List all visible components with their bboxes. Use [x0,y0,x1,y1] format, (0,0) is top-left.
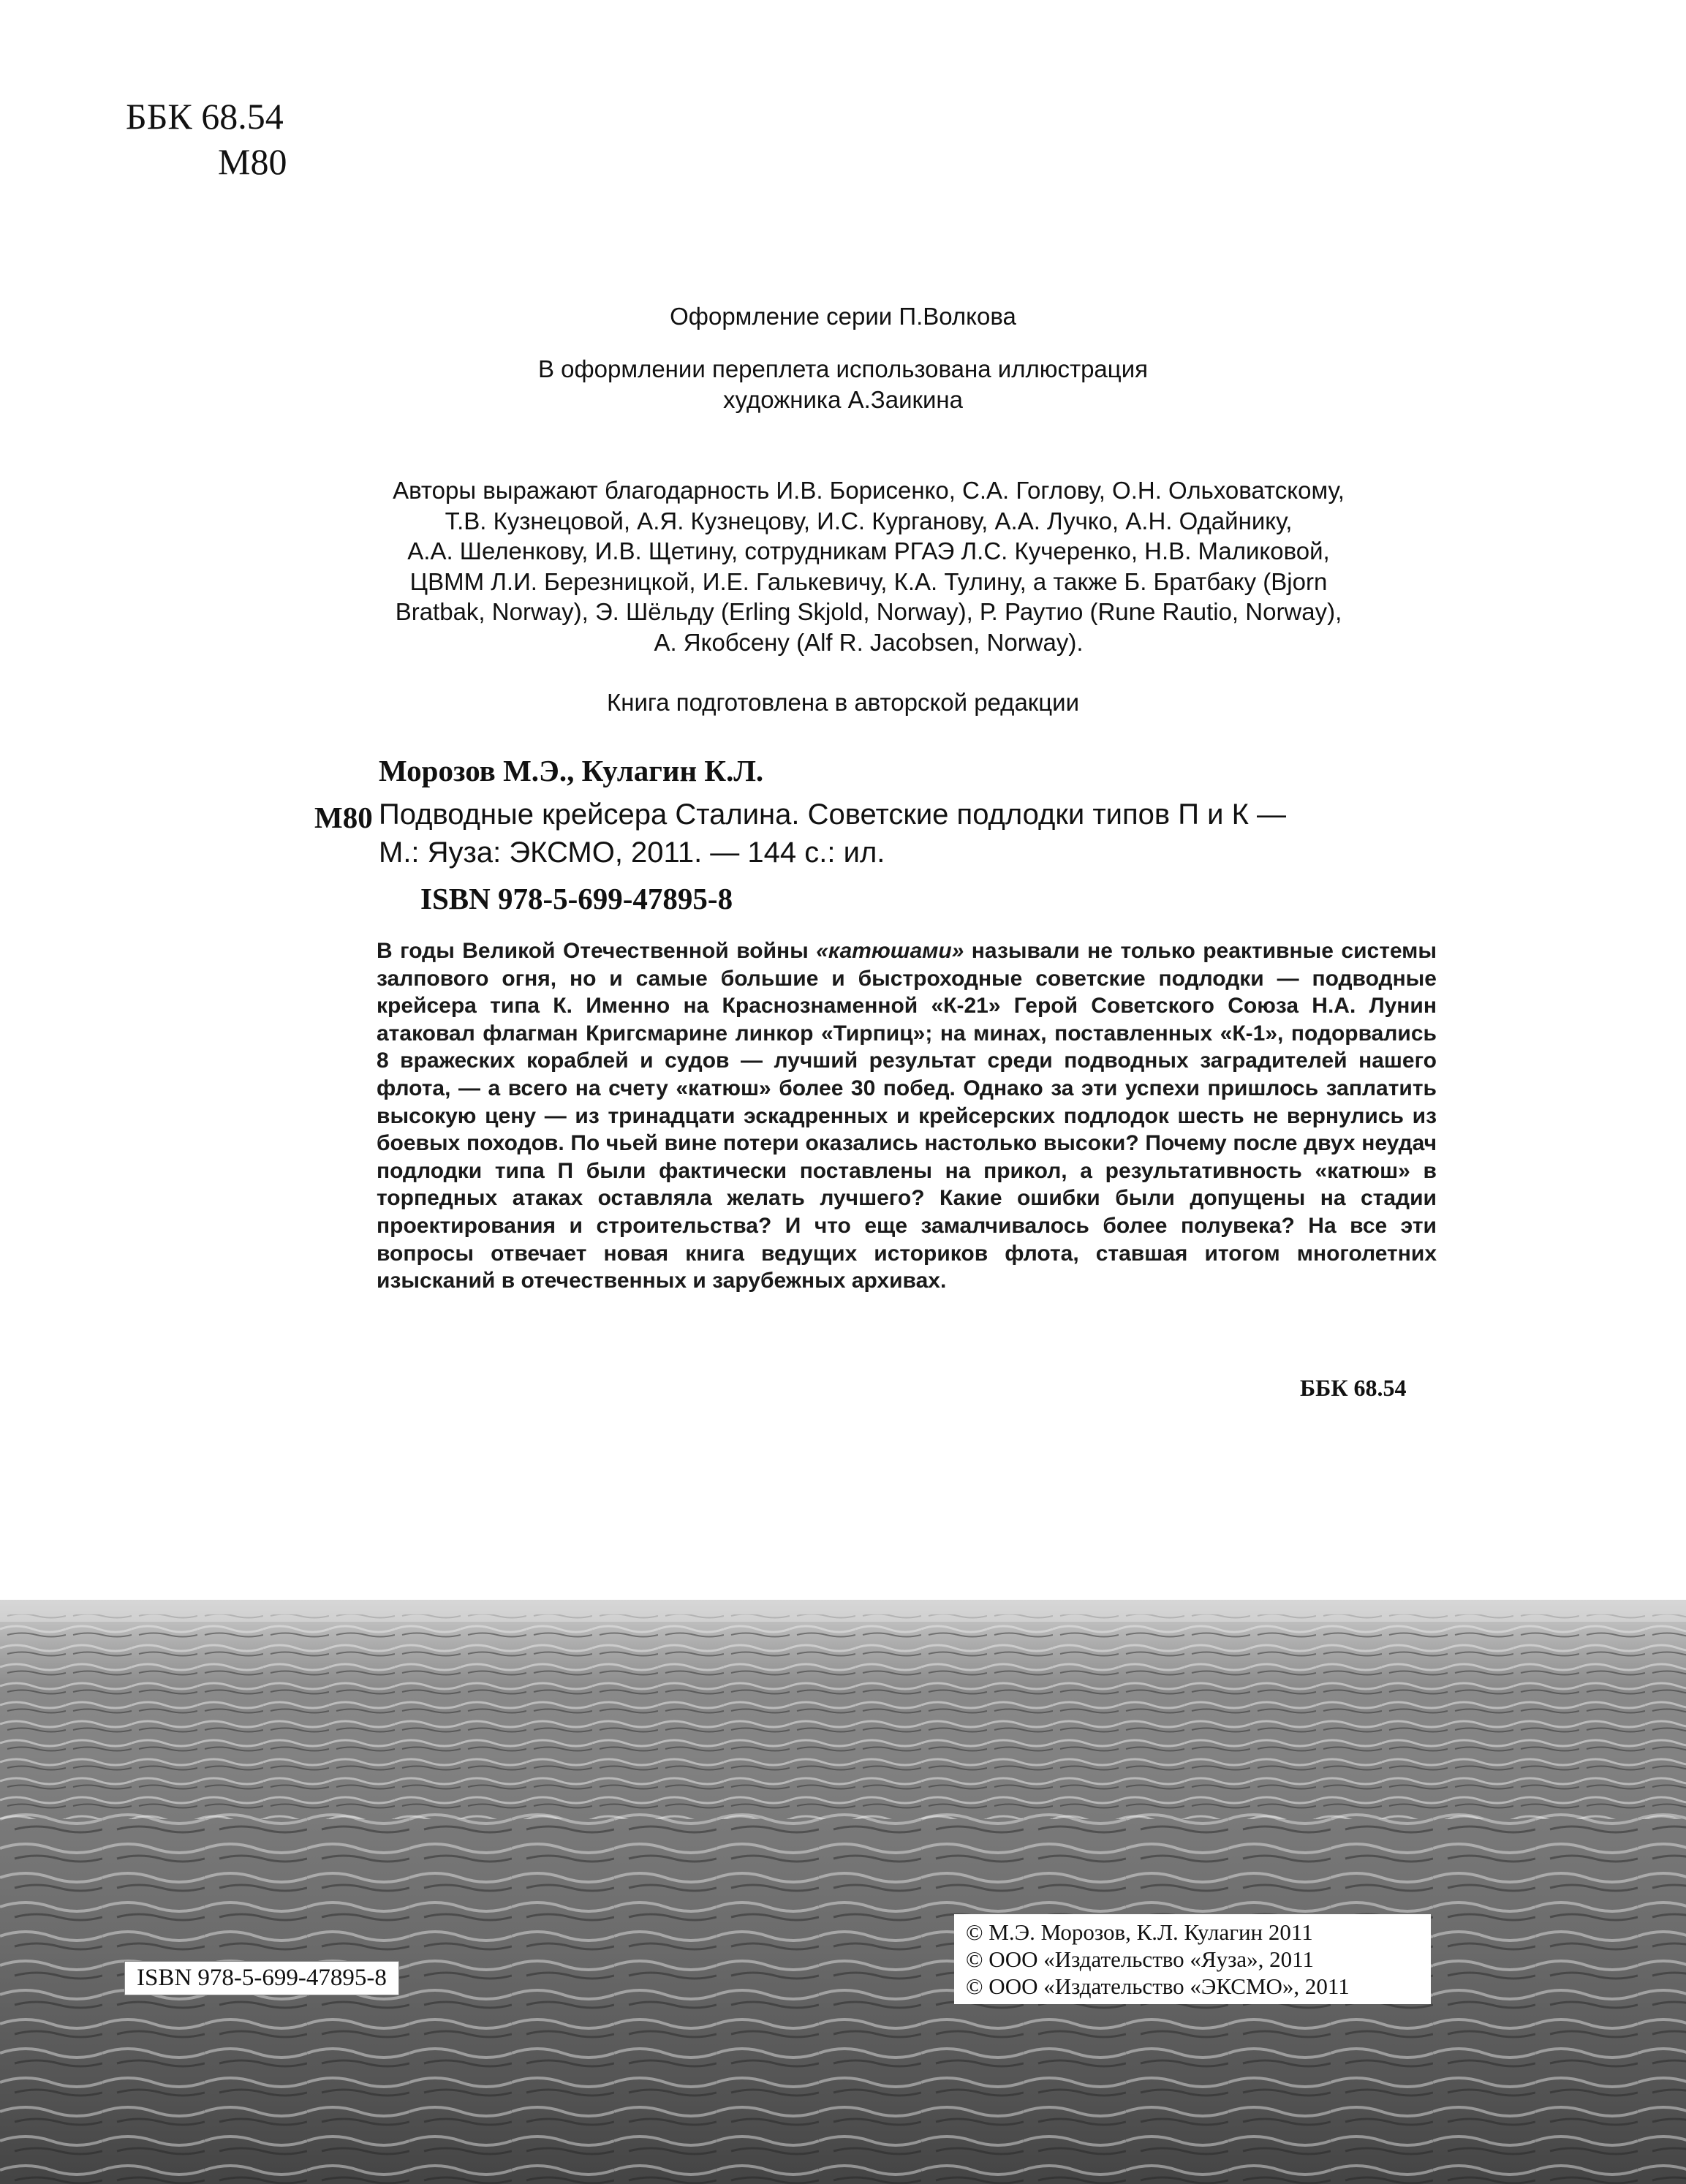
catalog-imprint: М.: Яуза: ЭКСМО, 2011. — 144 с.: ил. [379,836,885,869]
book-annotation [377,937,1437,1295]
catalog-title: Подводные крейсера Сталина. Советские подлодки типов П и К — [379,798,1287,831]
bbk-code-top [126,94,287,184]
ack-line: А. Якобсену (Alf R. Jacobsen, Norway). [654,628,1084,656]
annotation-start: В годы Великой Отечественной войны [377,939,817,963]
catalog-isbn: ISBN 978-5-699-47895-8 [420,882,733,915]
catalog-description [379,796,1435,872]
annotation-emphasis: «катюшами» [816,939,964,963]
prepared-note: Книга подготовлена в авторской редакции [607,689,1079,716]
isbn-label-box: ISBN 978-5-699-47895-8 [124,1961,399,1995]
ack-line: Авторы выражают благодарность И.В. Борисенко, С.А. Гоглову, О.Н. Ольховатскому, [393,477,1345,504]
copyright-line: © ООО «Издательство «Яуза», 2011 [966,1946,1314,1972]
annotation-body: называли не только реактивные системы залпового огня, но и самые большие и быстроходные советские подлодки — подводные крейсера типа К. Именно на Краснознаменной «К-21» Герой Советского Союза Н.А. Лунин атаковал флагман Кригсмарине линкор «Тирпиц»; на минах, поставленных «К-1», подорвались 8 вражеских кораблей и судов — лучший результат среди подводных заградителей нашего флота, — а всего на счету «катюш» более 30 побед. Однако за эти успехи пришлось заплатить высокую цену — из тринадцати эскадренных и крейсерских подлодок шесть не вернулись из боевых походов. По чьей вине потери оказались настолько высоки? Почему после двух неудач подлодки типа П были фактически поставлены на прикол, а результативность «катюш» в торпедных атаках оставляла желать лучшего? Какие ошибки были допущены на стадии проектирования и строительства? И что еще замалчивалось более полувека? На все эти вопросы отвечает новая книга ведущих историков флота, ставшая итогом многолетних изысканий в отечественных и зарубежных архивах. [377,939,1437,1293]
series-design-credit: Оформление серии П.Волкова [670,303,1016,330]
copyright-box [954,1914,1431,2004]
copyright-line: © М.Э. Морозов, К.Л. Кулагин 2011 [966,1919,1313,1945]
author-mark: М80 [218,141,287,182]
sea-photo [0,1600,1686,2184]
catalog-code: М80 [314,801,373,834]
catalog-authors: Морозов М.Э., Кулагин К.Л. [379,754,764,787]
ack-line: ЦВММ Л.И. Березницкой, И.Е. Галькевичу, К.А. Тулину, а также Б. Братбаку (Bjorn [409,567,1328,595]
ack-line: А.А. Шеленкову, И.В. Щетину, сотрудникам РГАЭ Л.С. Кучеренко, Н.В. Маликовой, [407,537,1330,564]
cover-illustration-credit-line1: В оформлении переплета использована иллюстрация [538,355,1148,382]
cover-illustration-credit-line2: художника А.Заикина [723,386,963,413]
design-credits [0,301,1686,415]
ack-line: Т.В. Кузнецовой, А.Я. Кузнецову, И.С. Курганову, А.А. Лучко, А.Н. Одайнику, [445,507,1293,534]
bbk-number: ББК 68.54 [126,96,284,137]
copyright-line: © ООО «Издательство «ЭКСМО», 2011 [966,1973,1350,1999]
ack-line: Bratbak, Norway), Э. Шёльду (Erling Skjold, Norway), Р. Раутио (Rune Rautio, Norway), [395,598,1342,625]
acknowledgements [298,475,1439,657]
bbk-code-bottom: ББК 68.54 [1300,1375,1407,1401]
